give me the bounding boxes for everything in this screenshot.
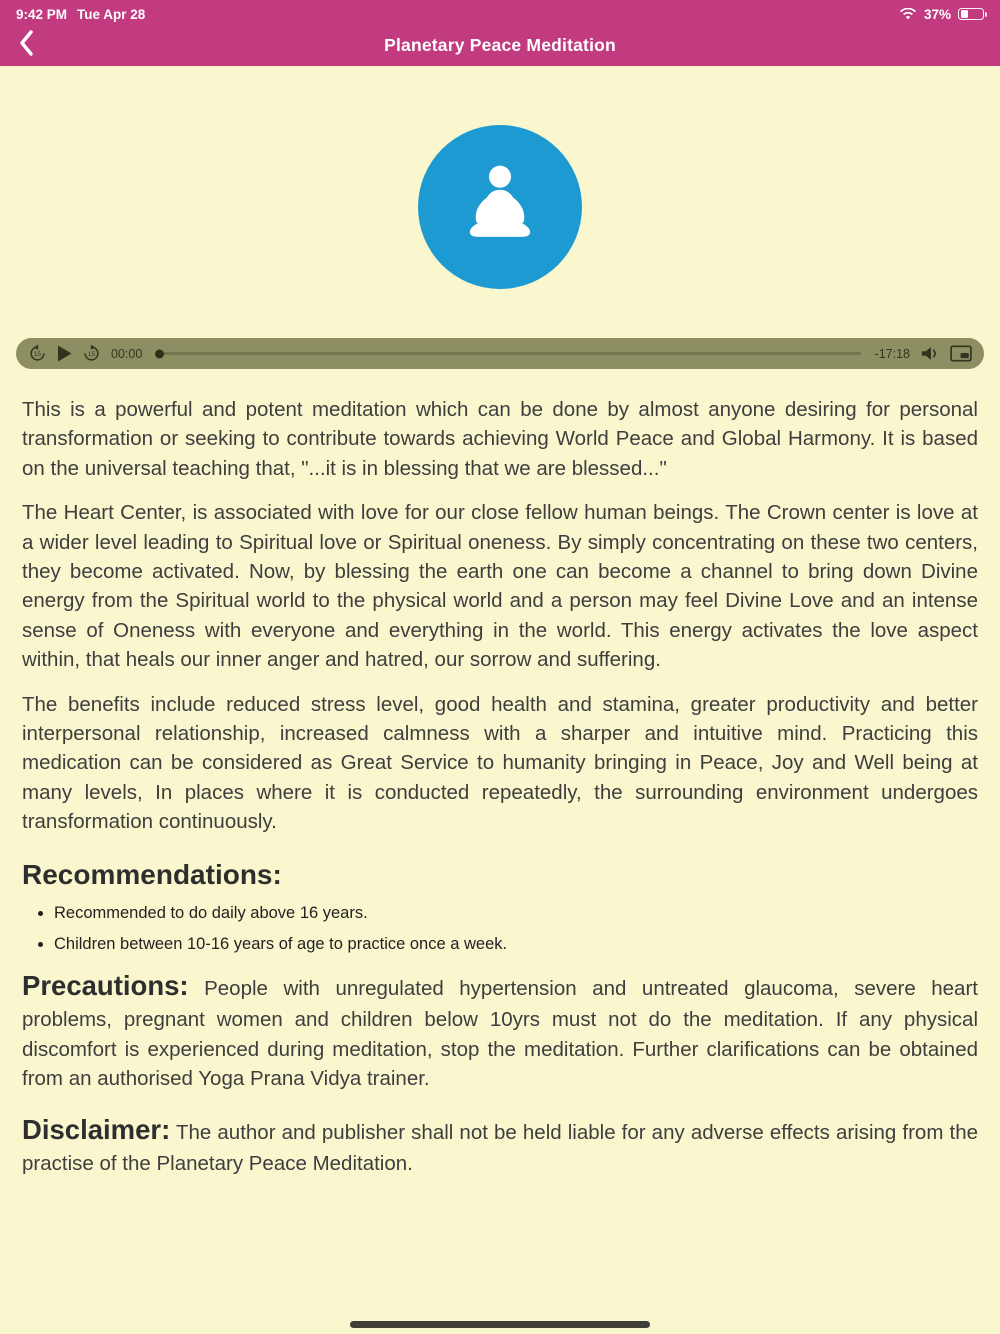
- progress-slider[interactable]: [156, 352, 860, 355]
- recommendations-heading: Recommendations:: [22, 858, 282, 890]
- skip-back-button[interactable]: [28, 344, 47, 363]
- home-indicator[interactable]: [350, 1321, 650, 1328]
- meditation-badge: [418, 125, 582, 289]
- heart-center-paragraph: The Heart Center, is associated with love for our close fellow human beings. The Crown center is love at a wider level leading to Spiritual love or Spiritual oneness. By simply concentrating on these two centers, they become activated. Now, by blessing the earth one can become a channel to bring down Divine energy from the Spiritual world to the physical world and a person may feel Divine Love and an intense sense of Oneness with everyone and everything in the world. This energy activates the love aspect within, that heals our inner anger and hatred, our sorrow and suffering.: [22, 501, 978, 672]
- precautions-paragraph: [22, 966, 978, 1094]
- status-date: Tue Apr 28: [77, 6, 146, 22]
- intro-paragraph: This is a powerful and potent meditation which can be done by almost anyone desiring for personal transformation or seeking to contribute towards achieving World Peace and Global Harmony. It is based on the universal teaching that, "...it is in blessing that we are blessed...": [22, 398, 978, 480]
- play-button[interactable]: [57, 345, 72, 362]
- svg-text:15: 15: [33, 351, 42, 359]
- picture-in-picture-button[interactable]: [950, 345, 972, 362]
- back-button[interactable]: [8, 26, 44, 62]
- disclaimer-text: The author and publisher shall not be held liable for any adverse effects arising from the practise of the Planetary Peace Meditation.: [22, 1120, 978, 1176]
- volume-button[interactable]: [920, 345, 940, 362]
- chevron-left-icon: [19, 30, 34, 59]
- recommendations-list: [28, 903, 978, 955]
- precautions-heading: Precautions:: [22, 969, 189, 1001]
- battery-tip: [985, 12, 988, 17]
- status-time: 9:42 PM: [16, 6, 68, 22]
- remaining-time: -17:18: [874, 346, 910, 361]
- wifi-icon: [899, 8, 917, 21]
- audio-player: [16, 338, 984, 369]
- precautions-text: People with unregulated hypertension and untreated glaucoma, severe heart problems, pregnant women and children below 10yrs must not do the meditation. If any physical discomfort is experienced during meditation, stop the meditation. Further clarifications can be obtained from an authorised Yoga Prana Vidya trainer.: [22, 976, 978, 1091]
- disclaimer-heading: Disclaimer:: [22, 1113, 171, 1145]
- svg-text:15: 15: [87, 351, 96, 359]
- skip-forward-button[interactable]: [82, 344, 101, 363]
- disclaimer-paragraph: [22, 1110, 978, 1179]
- list-item: • Children between 10-16 years of age to practice once a week.: [54, 934, 978, 955]
- benefits-paragraph: The benefits include reduced stress level, good health and stamina, greater productivity and better interpersonal relationship, increased calmness with a sharper and intuitive mind. Practicing this medication can be considered as Great Service to humanity bringing in Peace, Joy and Well being at many levels, In places where it is conducted repeatedly, the surrounding environment undergoes transformation continuously.: [22, 692, 978, 834]
- article-content: [0, 369, 1000, 1178]
- battery-icon: [958, 8, 984, 21]
- lotus-person-icon: [451, 156, 549, 259]
- battery-percent-label: 37%: [923, 6, 951, 22]
- list-item: • Recommended to do daily above 16 years.: [54, 903, 978, 924]
- app-header: [0, 0, 1000, 66]
- elapsed-time: 00:00: [111, 346, 143, 361]
- progress-knob[interactable]: [155, 349, 164, 358]
- battery-fill: [961, 10, 969, 18]
- page-title: Planetary Peace Meditation: [384, 34, 616, 55]
- status-bar: [0, 0, 1000, 24]
- nav-bar: [0, 24, 1000, 66]
